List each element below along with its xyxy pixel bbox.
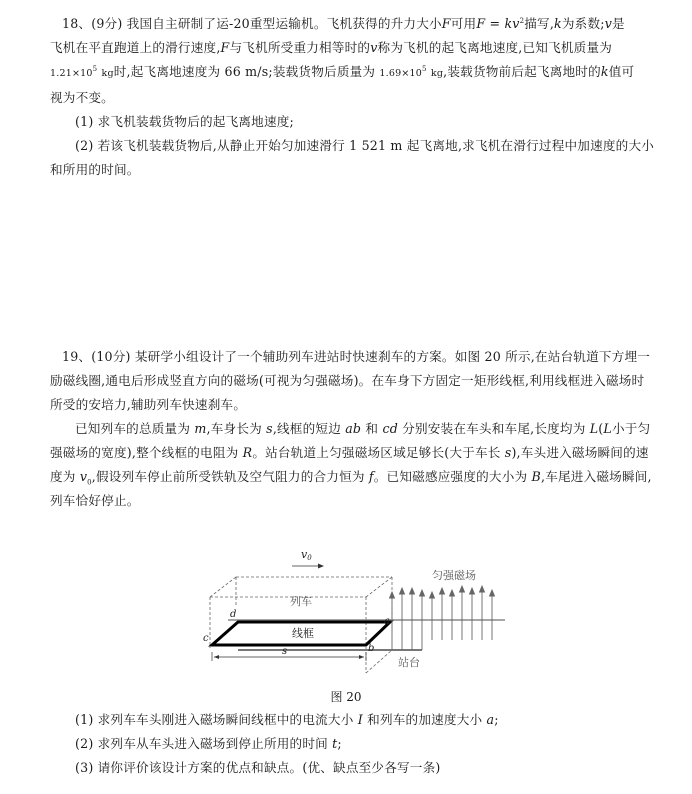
field-label: 匀强磁场 bbox=[432, 569, 476, 582]
length-label: s bbox=[282, 646, 288, 657]
field-arrowhead bbox=[430, 592, 435, 598]
q18-part-2: (2) 若该飞机装载货物后,从静止开始匀加速滑行 1 521 m 起飞离地,求飞机在滑行过程中加速度的大小 bbox=[75, 138, 655, 153]
velocity-arrowhead bbox=[318, 564, 324, 569]
q18-line-2: 飞机在平直跑道上的滑行速度,F与飞机所受重力相等时的v称为飞机的起飞离地速度,已知飞机质量为 bbox=[50, 40, 613, 55]
q18-part-1: (1) 求飞机装载货物后的起飞离地速度; bbox=[75, 114, 294, 129]
field-arrowhead bbox=[410, 588, 415, 594]
field-arrowhead bbox=[400, 588, 405, 594]
point-b-label: b bbox=[368, 643, 375, 654]
velocity-label: v0 bbox=[301, 548, 312, 562]
q18-line-3: $1.21\times 10^5$ kg时,起飞离地速度为 66 m/s;装载货物后质量为 $1.69\times 10^5$ kg,装载货物前后起飞离地时的k值可 bbox=[50, 64, 635, 79]
field-arrowhead bbox=[440, 588, 445, 594]
figure-caption: 图 20 bbox=[330, 690, 362, 704]
dimension-arrow-right bbox=[359, 655, 364, 659]
point-d-label: d bbox=[230, 609, 237, 620]
q19-line-6: 度为 $v_0$,假设列车停止前所受铁轨及空气阻力的合力恒为 f。已知磁感应强度的大小为 B,车尾进入磁场瞬间, bbox=[50, 469, 652, 487]
field-arrowhead bbox=[460, 586, 465, 592]
q18-line-1: 18、(9分) 我国自主研制了运-20重型运输机。飞机获得的升力大小F可用$F = kv^2$描写,k为系数;v是 bbox=[62, 16, 625, 31]
frame-label: 线框 bbox=[292, 627, 314, 640]
q19-line-1: 19、(10分) 某研学小组设计了一个辅助列车进站时快速刹车的方案。如图 20 所示,在站台轨道下方埋一 bbox=[62, 349, 651, 364]
q19-part-1: (1) 求列车车头刚进入磁场瞬间线框中的电流大小 I 和列车的加速度大小 a; bbox=[75, 712, 499, 727]
field-arrows bbox=[390, 586, 495, 650]
field-arrowhead bbox=[470, 588, 475, 594]
train-box-top-right bbox=[366, 577, 392, 597]
q18-line-4: 视为不变。 bbox=[50, 90, 114, 105]
field-arrowhead bbox=[480, 586, 485, 592]
point-c-label: c bbox=[203, 633, 209, 644]
train-box bbox=[210, 577, 392, 673]
q18-part-2-cont: 和所用的时间。 bbox=[50, 162, 140, 177]
field-arrowhead bbox=[490, 590, 495, 596]
point-a-label: a bbox=[384, 616, 390, 627]
train-box-top-left bbox=[210, 577, 236, 597]
q19-line-4: 已知列车的总质量为 m,车身长为 s,线框的短边 ab 和 cd 分别安装在车头和车尾,长度均为 L(L小于匀 bbox=[75, 421, 651, 436]
field-arrowhead bbox=[450, 590, 455, 596]
train-label: 列车 bbox=[290, 595, 312, 608]
q19-part-2: (2) 求列车从车头进入磁场到停止所用的时间 t; bbox=[75, 736, 342, 751]
q19-line-7: 列车恰好停止。 bbox=[50, 493, 140, 508]
field-arrowhead bbox=[390, 592, 395, 598]
q19-parts bbox=[50, 708, 646, 780]
q19-line-5: 强磁场的宽度),整个线框的电阻为 R。站台轨道上匀强磁场区域足够长(大于车长 s),车头进入磁场瞬间的速 bbox=[50, 445, 649, 460]
dimension-arrow-left bbox=[214, 655, 219, 659]
field-arrowhead bbox=[420, 590, 425, 596]
q19-part-3: (3) 请你评价该设计方案的优点和缺点。(优、缺点至少各写一条) bbox=[75, 760, 441, 775]
q19-line-2: 励磁线圈,通电后形成竖直方向的磁场(可视为匀强磁场)。在车身下方固定一矩形线框,利用线框进入磁场时 bbox=[50, 373, 645, 388]
q19-line-3: 所受的安培力,辅助列车快速刹车。 bbox=[50, 397, 247, 412]
station-label: 站台 bbox=[398, 656, 420, 669]
